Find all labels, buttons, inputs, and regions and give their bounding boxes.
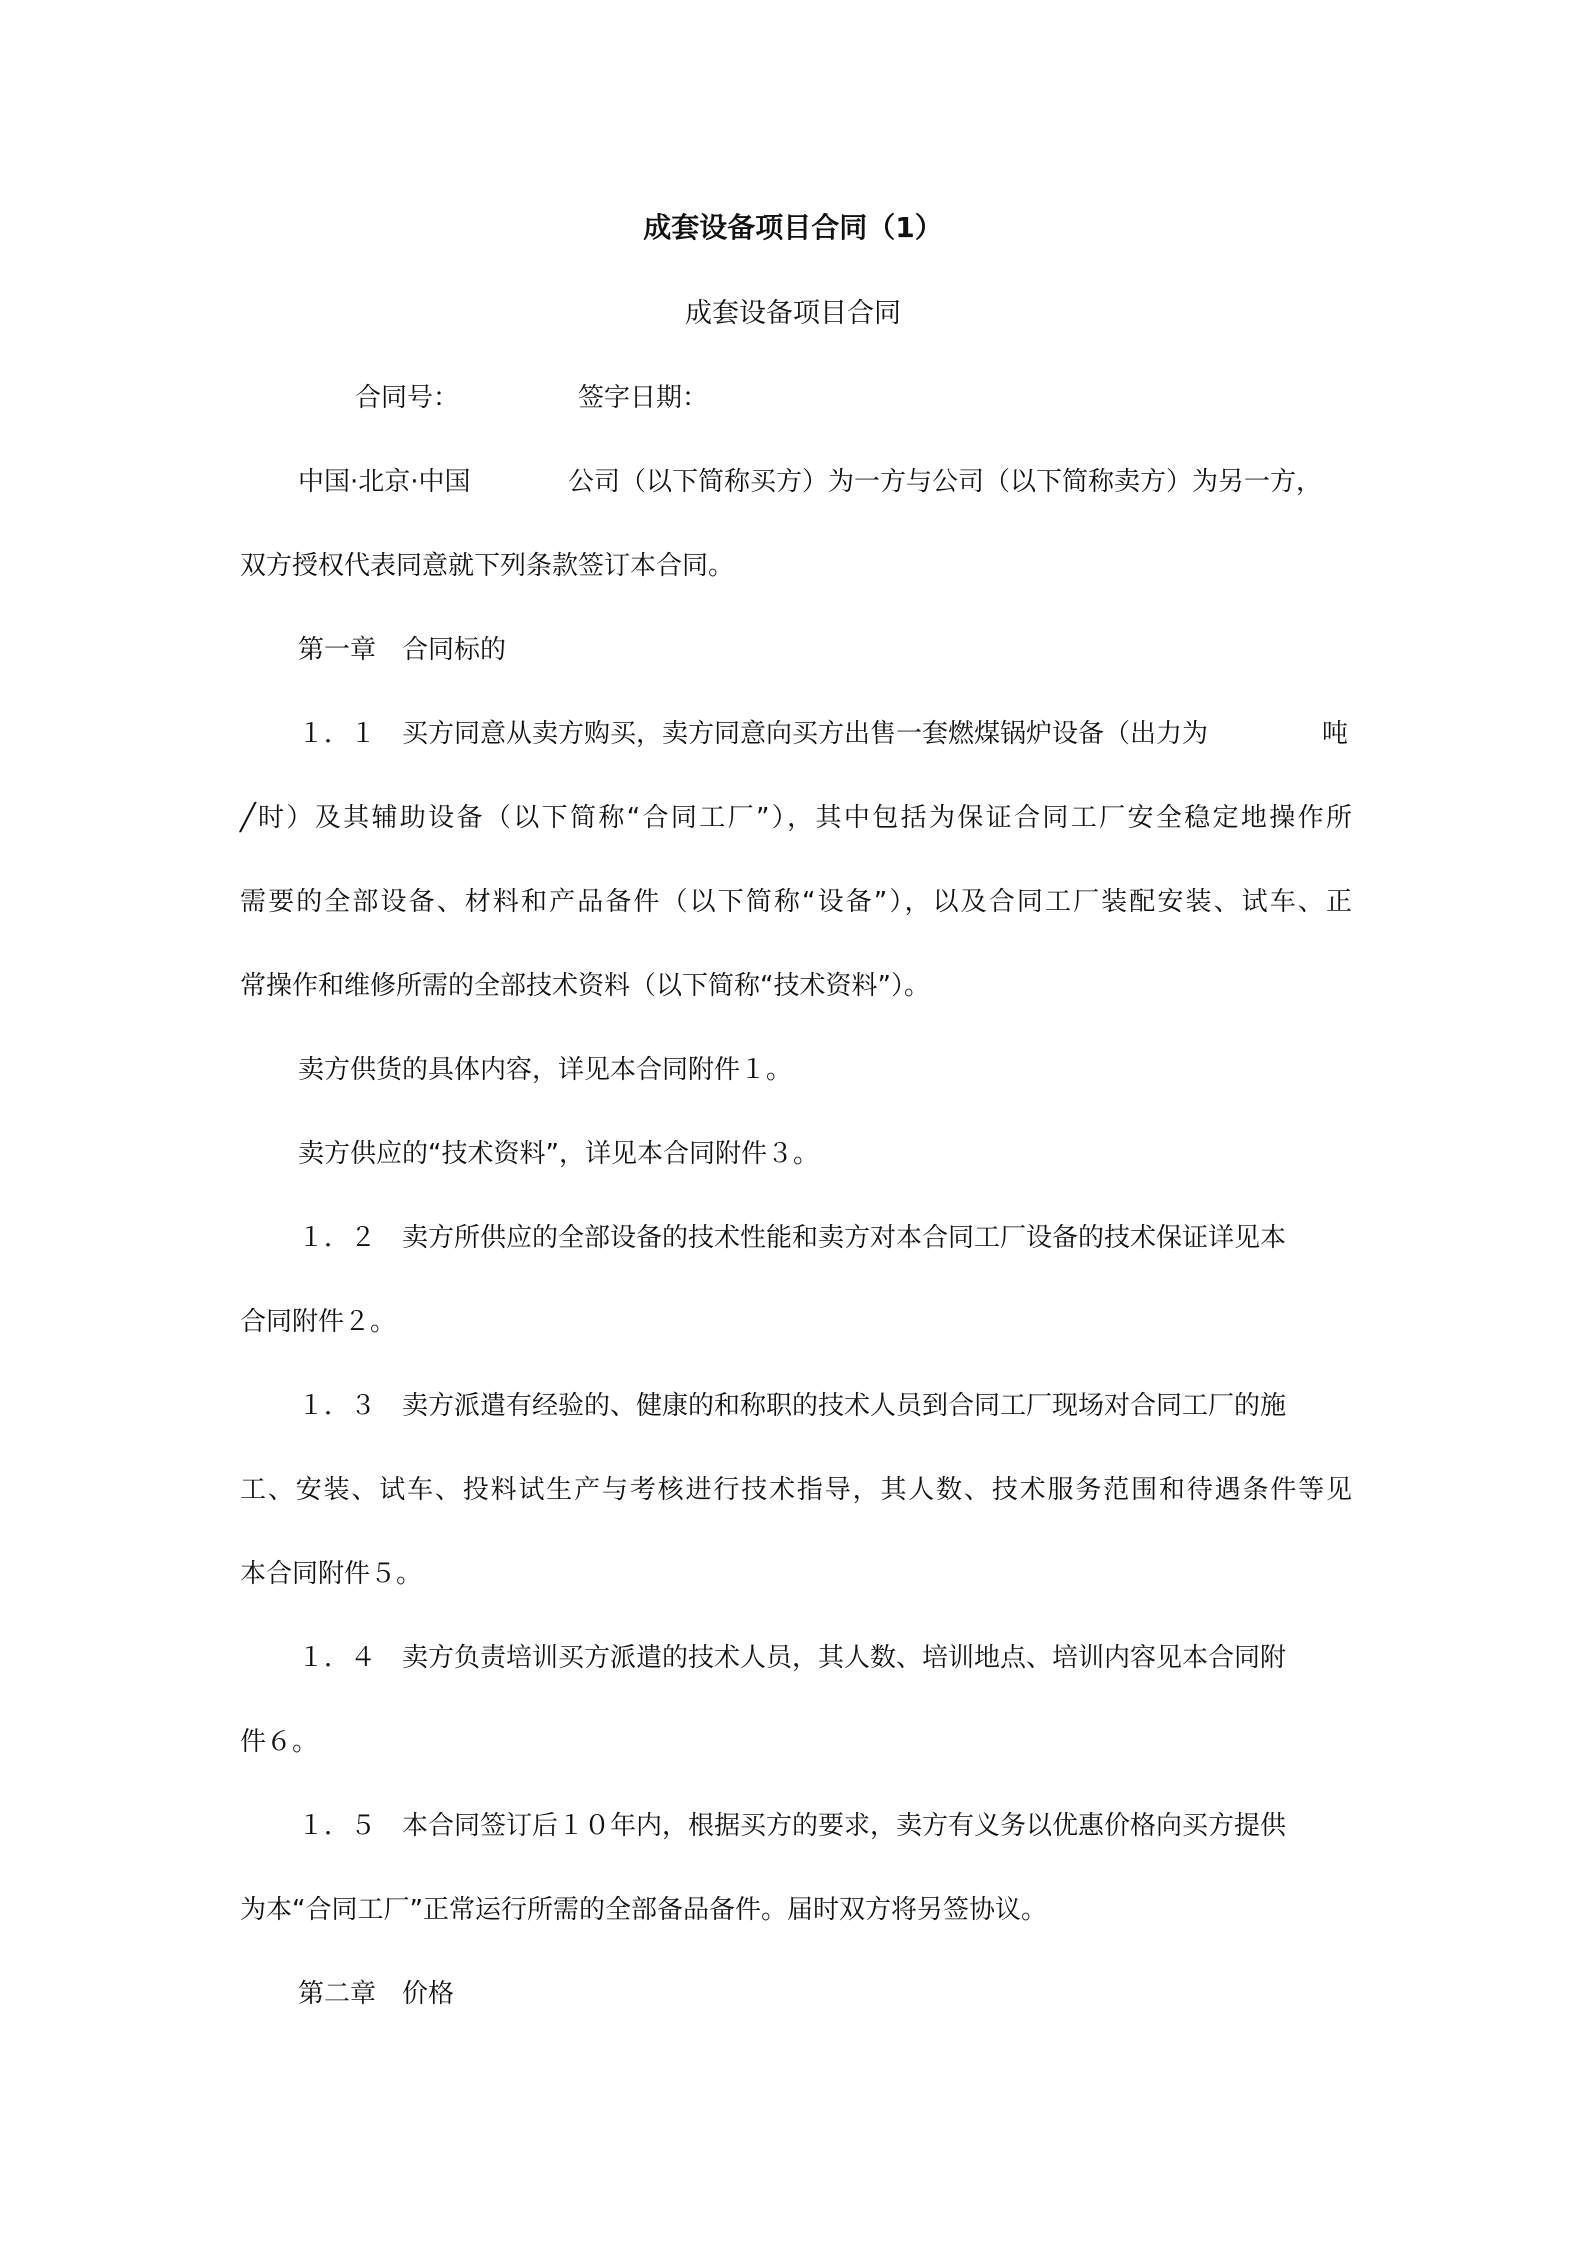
- supply-note-2: 卖方供应的“技术资料”，详见本合同附件３。: [298, 1139, 819, 1169]
- clause-1-5-line2: 为本“合同工厂”正常运行所需的全部备品备件。届时双方将另签协议。: [240, 1895, 1047, 1925]
- contract-number-label: 合同号：: [355, 383, 460, 413]
- clause-1-2-line1: １．２ 卖方所供应的全部设备的技术性能和卖方对本合同工厂设备的技术保证详见本: [298, 1223, 1287, 1253]
- sign-date-label: 签字日期：: [578, 383, 709, 413]
- clause-1-1-line1: １．１ 买方同意从卖方购买，卖方同意向买方出售一套燃煤锅炉设备（出力为: [298, 719, 1209, 749]
- clause-1-1-line1-tail: 吨: [1322, 719, 1349, 749]
- parties-line1-right: 公司（以下简称买方）为一方与公司（以下简称卖方）为另一方，: [568, 467, 1323, 497]
- document-title: 成套设备项目合同（1）: [643, 211, 943, 244]
- clause-1-3-line2: 工、安装、试车、投料试生产与考核进行技术指导，其人数、技术服务范围和待遇条件等见: [240, 1475, 1352, 1505]
- clause-1-4-line2: 件６。: [240, 1727, 319, 1757]
- chapter-2-heading: 第二章 价格: [298, 1979, 455, 2009]
- parties-line1-left: 中国·北京·中国: [298, 467, 471, 497]
- supply-note-1: 卖方供货的具体内容，详见本合同附件１。: [298, 1055, 793, 1085]
- clause-1-3-line1: １．３ 卖方派遣有经验的、健康的和称职的技术人员到合同工厂现场对合同工厂的施: [298, 1391, 1287, 1421]
- clause-1-1-line2: ╱时）及其辅助设备（以下简称“合同工厂”），其中包括为保证合同工厂安全稳定地操作所: [240, 803, 1352, 833]
- clause-1-4-line1: １．４ 卖方负责培训买方派遣的技术人员，其人数、培训地点、培训内容见本合同附: [298, 1643, 1287, 1673]
- clause-1-3-line3: 本合同附件５。: [240, 1559, 423, 1589]
- parties-line2: 双方授权代表同意就下列条款签订本合同。: [240, 551, 735, 581]
- clause-1-1-line4: 常操作和维修所需的全部技术资料（以下简称“技术资料”）。: [240, 971, 930, 1001]
- document-subtitle: 成套设备项目合同: [685, 298, 901, 329]
- clause-1-1-line3: 需要的全部设备、材料和产品备件（以下简称“设备”），以及合同工厂装配安装、试车、正: [240, 887, 1352, 917]
- clause-1-5-line1: １．５ 本合同签订后１０年内，根据买方的要求，卖方有义务以优惠价格向买方提供: [298, 1811, 1287, 1841]
- chapter-1-heading: 第一章 合同标的: [298, 635, 507, 665]
- clause-1-2-line2: 合同附件２。: [240, 1307, 397, 1337]
